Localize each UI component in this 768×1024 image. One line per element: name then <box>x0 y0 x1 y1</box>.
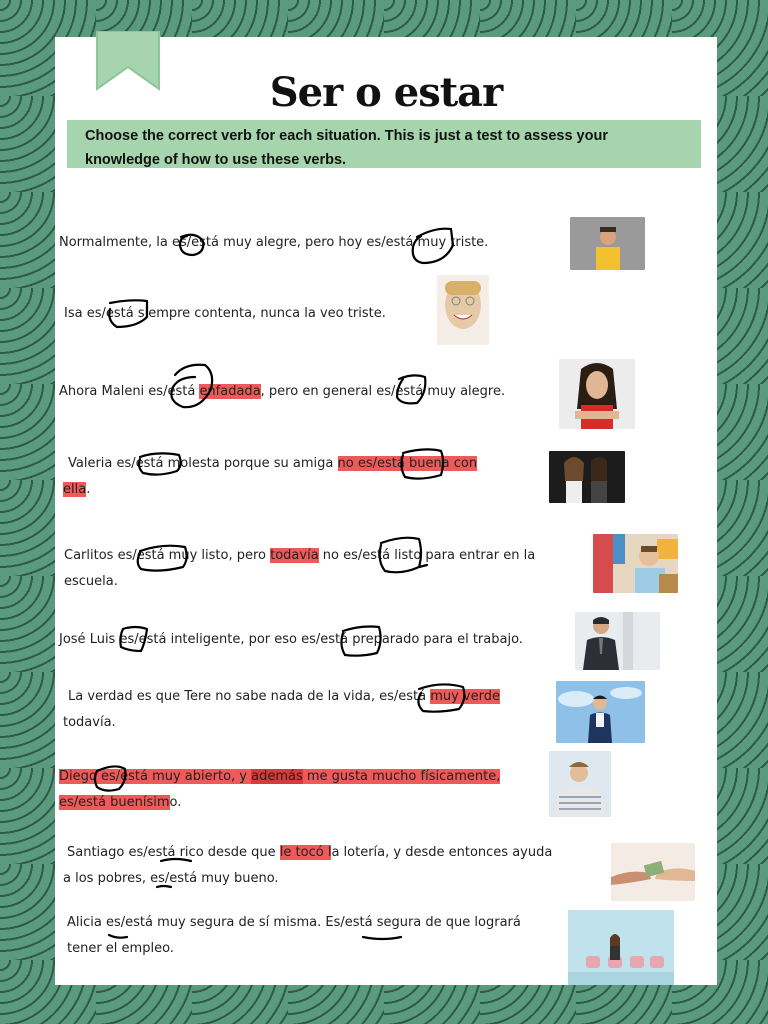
sentence-text: no es/está listo para entrar en la <box>318 548 536 563</box>
sentence-1 <box>59 230 488 256</box>
highlight: me gusta mucho físicamente, <box>302 769 501 784</box>
photo-happy-woman <box>437 275 489 345</box>
highlight: Diego es/está muy abierto, y <box>59 769 252 784</box>
sentence-2 <box>64 301 386 327</box>
sentence-text: a lotería, y desde entonces ayuda <box>331 845 553 860</box>
highlight: enfadada <box>199 384 261 399</box>
sentence-4 <box>63 451 528 503</box>
highlight: no es/está buena con <box>337 456 478 471</box>
sentence-text: La verdad es que Tere no sabe nada de la vida, es/está <box>68 689 431 704</box>
sentence-text: Isa es/está siempre contenta, nunca la veo triste. <box>64 306 386 321</box>
sentence-8 <box>59 764 500 816</box>
page-title: Ser o estar <box>269 69 503 116</box>
sentence-text: Normalmente, la es/está muy alegre, pero hoy es/está muy triste. <box>59 235 489 250</box>
sentence-text: Alicia es/está muy segura de sí misma. Es/está segura de que logrará <box>67 915 521 930</box>
sentence-text: todavía. <box>63 715 116 730</box>
sentence-5 <box>64 543 535 595</box>
sentence-3 <box>59 379 505 405</box>
sentence-text: a los pobres, es/está muy bueno. <box>63 871 279 886</box>
photo-woman-waiting <box>568 910 674 985</box>
highlight: todavía <box>270 548 319 563</box>
sentence-text: Carlitos es/está muy listo, pero <box>64 548 271 563</box>
photo-sad-man <box>570 217 645 270</box>
photo-businessman <box>575 612 660 670</box>
sentence-text: José Luis es/está inteligente, por eso es/está preparado para el trabajo. <box>59 632 523 647</box>
sentence-text: o. <box>169 795 182 810</box>
sentence-text: . <box>86 482 91 497</box>
sentence-text: escuela. <box>64 574 118 589</box>
photo-two-women <box>549 451 625 503</box>
sentence-10 <box>67 910 521 962</box>
photo-boy-classroom <box>593 534 678 593</box>
sentence-9 <box>63 840 553 892</box>
highlight: ella <box>63 482 87 497</box>
sentence-6 <box>59 627 523 653</box>
photo-young-man-sky <box>556 681 645 743</box>
photo-angry-woman <box>559 359 635 429</box>
sentence-text: Santiago es/está rico desde que <box>67 845 280 860</box>
worksheet-page <box>55 37 717 985</box>
sentence-7 <box>63 684 500 736</box>
sentence-text: Ahora Maleni es/está <box>59 384 200 399</box>
sentence-text: tener el empleo. <box>67 941 174 956</box>
highlight: además <box>251 769 303 784</box>
sentence-text: Valeria es/está molesta porque su amiga <box>68 456 338 471</box>
photo-relaxed-man <box>549 751 611 817</box>
highlight: le tocó l <box>279 845 332 860</box>
photo-hands-money <box>611 843 695 901</box>
instructions-banner: Choose the correct verb for each situation. This is just a test to assess your knowledge of how to use these verbs. <box>67 120 701 168</box>
highlight: muy verde <box>430 689 500 704</box>
sentence-text: , pero en general es/está muy alegre. <box>260 384 506 399</box>
highlight: es/está buenísim <box>59 795 170 810</box>
